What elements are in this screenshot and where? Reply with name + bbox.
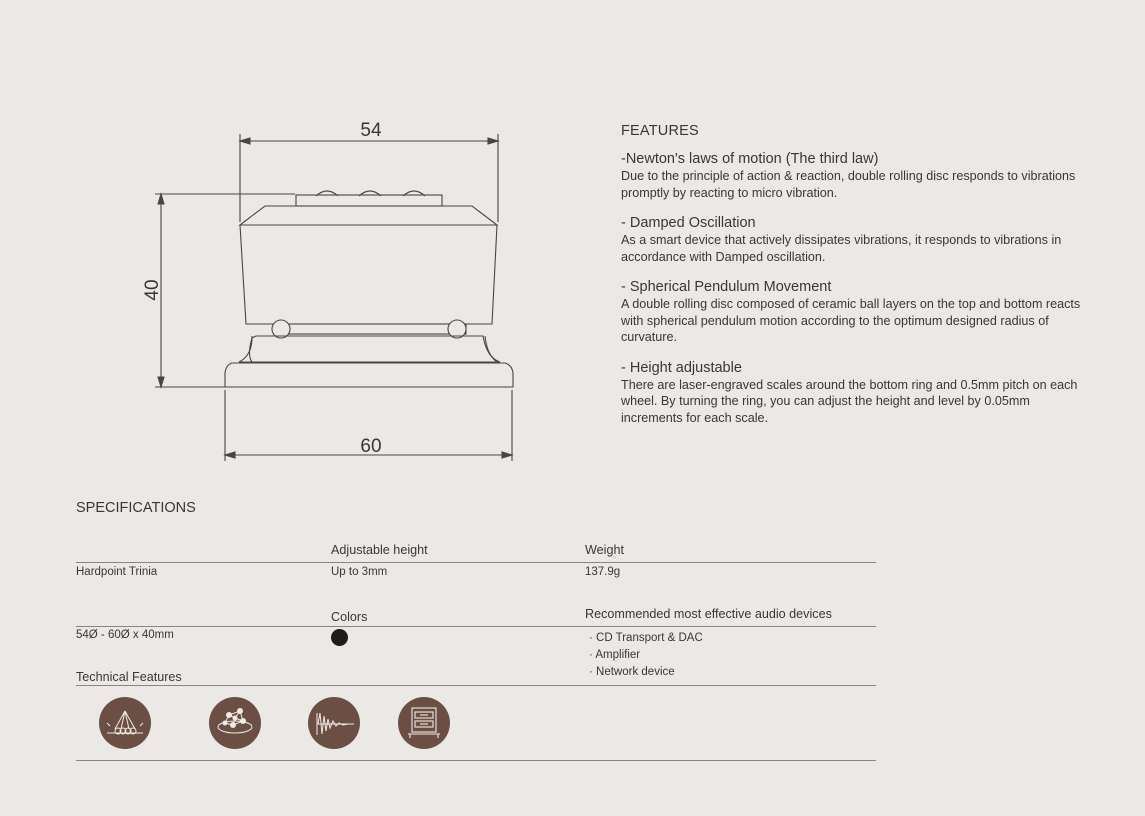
feature-item [621,279,1091,346]
technical-features-label: Technical Features [76,670,182,684]
technical-drawing [0,0,600,480]
weight-value: 137.9g [585,566,621,578]
feature-item [621,360,1091,427]
audio-rack-icon [398,697,450,749]
pendulum-balls-icon [99,697,151,749]
dimension-bottom-label: 60 [360,436,382,457]
list-item: · Network device [589,664,703,681]
specifications-title: SPECIFICATIONS [76,500,196,516]
dimension-top-label: 54 [360,120,382,141]
recommended-devices-list [589,630,703,681]
feature-heading: - Height adjustable [621,359,742,376]
feature-item [621,215,1091,265]
product-name: Hardpoint Trinia [76,566,158,578]
divider [76,562,876,563]
feature-heading: - Spherical Pendulum Movement [621,279,832,295]
feature-heading: -Newton's laws of motion (The third law) [621,151,879,167]
divider [76,760,876,761]
list-item: · CD Transport & DAC [589,630,703,647]
weight-label: Weight [585,543,624,557]
recommended-devices-label: Recommended most effective audio devices [585,607,832,621]
divider [76,685,876,686]
list-item: · Amplifier [589,647,703,664]
feature-heading: - Damped Oscillation [621,215,756,231]
adjustable-height-value: Up to 3mm [331,566,388,578]
feature-item [621,151,1091,201]
molecule-sphere-icon [209,697,261,749]
feature-description: A double rolling disc composed of ceramic ball layers on the top and bottom reacts with spherical pendulum motion according to the optimum designed radius of curvature. [621,297,1081,344]
feature-description: There are laser-engraved scales around the bottom ring and 0.5mm pitch on each wheel. By turning the ring, you can adjust the height and level by 0.05mm increments for each scale. [621,377,1078,425]
features-title: FEATURES [621,123,699,139]
feature-description: As a smart device that actively dissipates vibrations, it responds to vibrations in accordance with Damped oscillation. [621,233,1062,264]
features-section [621,123,1091,440]
adjustable-height-label: Adjustable height [331,543,428,557]
dimension-height-label: 40 [142,279,163,301]
damped-wave-icon [308,697,360,749]
colors-label: Colors [331,610,368,624]
dimensions-value: 54Ø - 60Ø x 40mm [76,629,174,641]
color-swatch-black [331,629,348,646]
divider [76,626,876,627]
feature-description: Due to the principle of action & reaction, double rolling disc responds to vibrations promptly by reacting to micro vibration. [621,169,1076,200]
